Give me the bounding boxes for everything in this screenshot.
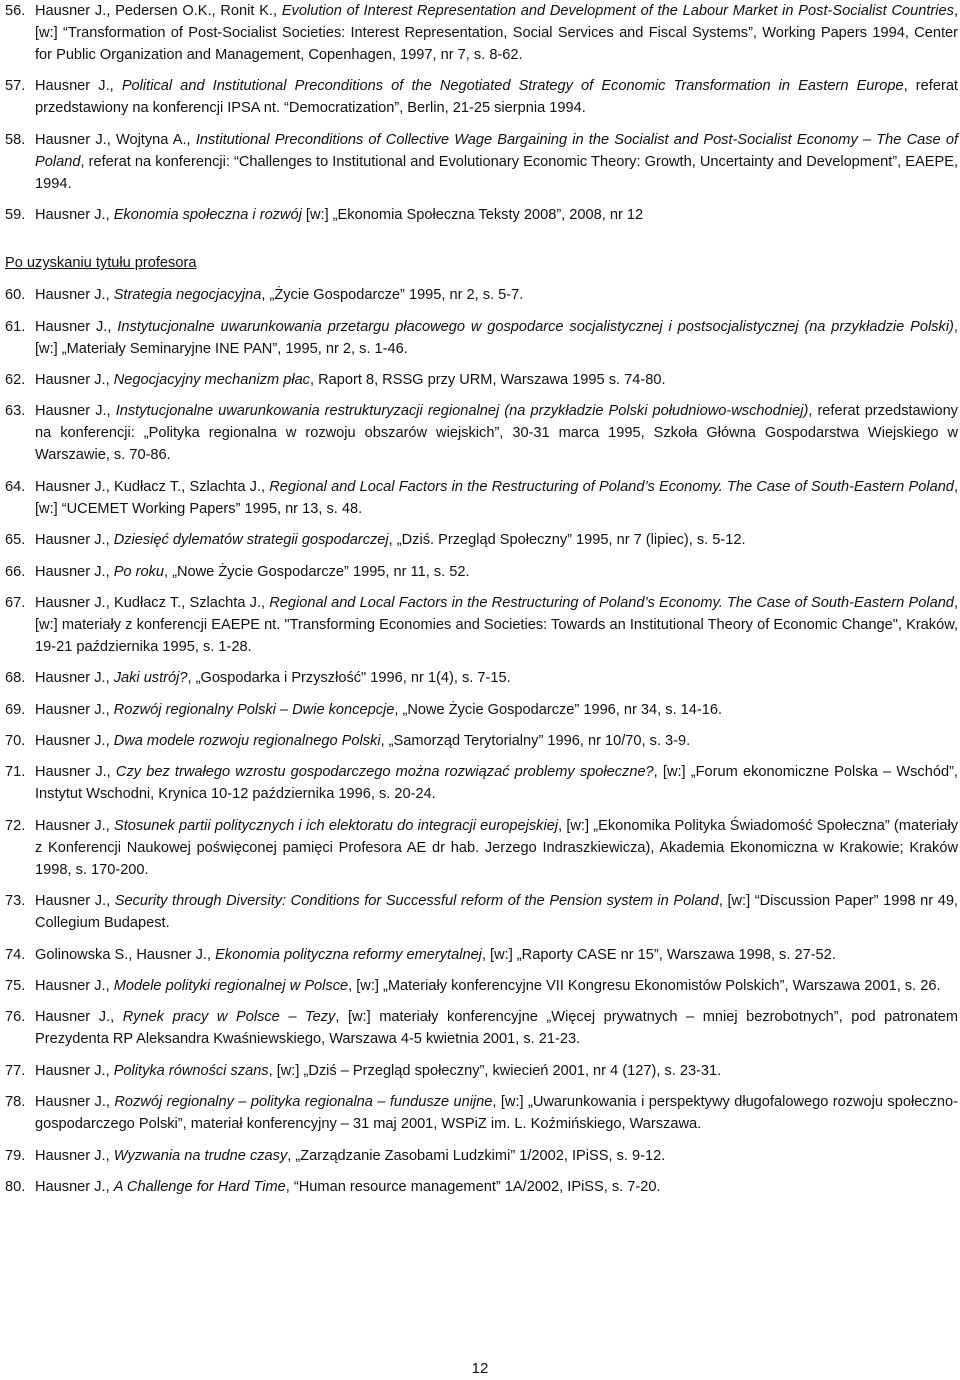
citation-text: , [w:] „Dziś – Przegląd społeczny”, kwiecień 2001, nr 4 (127), s. 23-31.: [268, 1062, 722, 1079]
publication-entry: [5, 592, 958, 658]
entry-number: 60.: [5, 287, 26, 304]
entry-citation: [35, 1060, 958, 1082]
publication-entry: [5, 369, 958, 391]
publication-entry: [5, 75, 958, 119]
citation-text: Hausner J.,: [35, 893, 115, 910]
entry-citation: [35, 815, 958, 881]
entry-number: 78.: [5, 1094, 26, 1111]
citation-text: Hausner J.,: [35, 371, 114, 388]
publication-list: [5, 0, 958, 226]
citation-text: Hausner J.,: [35, 78, 122, 95]
entry-number: 61.: [5, 318, 26, 335]
publication-entry: [5, 1091, 958, 1135]
citation-title: Dwa modele rozwoju regionalnego Polski: [113, 733, 381, 750]
entry-citation: [35, 284, 958, 306]
citation-text: Hausner J., Wojtyna A.,: [35, 131, 196, 148]
publication-entry: [5, 316, 958, 360]
citation-text: , „Gospodarka i Przyszłość" 1996, nr 1(4), s. 7-15.: [187, 670, 511, 687]
entry-citation: [35, 369, 958, 391]
entry-number: 67.: [5, 594, 26, 611]
entry-number: 70.: [5, 733, 26, 750]
entry-number: 57.: [5, 78, 26, 95]
citation-title: Negocjacyjny mechanizm płac: [113, 371, 310, 388]
citation-text: Hausner J.,: [35, 1178, 114, 1195]
citation-text: Hausner J.,: [35, 701, 114, 718]
publication-entry: [5, 730, 958, 752]
citation-text: Golinowska S., Hausner J.,: [35, 946, 216, 963]
publication-entry: [5, 815, 958, 881]
publication-entry: [5, 1060, 958, 1082]
citation-title: Rozwój regionalny Polski – Dwie koncepcje: [113, 701, 395, 718]
entry-number: 76.: [5, 1009, 26, 1026]
citation-text: Hausner J., Kudłacz T., Szlachta J.,: [35, 594, 270, 611]
entry-citation: [35, 529, 958, 551]
publication-entry: [5, 476, 958, 520]
citation-text: , [w:] „Materiały konferencyjne VII Kongresu Ekonomistów Polskich”, Warszawa 2001, s. 26.: [348, 978, 941, 995]
citation-text: Hausner J.,: [35, 1094, 115, 1111]
citation-text: , [w:] “Transformation of Post-Socialist Societies: Interest Representation, Social Services and Fiscal Systems”, Working Papers 1994, Center for Public Organization and Management, Copenhagen, 1997, nr 7, s. 8-62.: [35, 3, 958, 63]
citation-title: Rynek pracy w Polsce – Tezy: [122, 1009, 336, 1026]
citation-text: , [w:] „Materiały Seminaryjne INE PAN”, 1995, nr 2, s. 1-46.: [35, 318, 958, 357]
citation-text: , [w:] “Discussion Paper” 1998 nr 49, Collegium Budapest.: [35, 893, 958, 932]
citation-text: , [w:] „Uwarunkowania i perspektywy długofalowego rozwoju społeczno-gospodarczego Polski”, materiał konferencyjny – 31 maj 2001, WSPiZ im. L. Koźmińskiego, Warszawa.: [35, 1094, 958, 1133]
citation-text: Hausner J.,: [35, 1147, 114, 1164]
publication-entry: [5, 0, 958, 66]
citation-text: , „Zarządzanie Zasobami Ludzkimi” 1/2002, IPiSS, s. 9-12.: [287, 1147, 666, 1164]
citation-text: , „Nowe Życie Gospodarcze” 1996, nr 34, s. 14-16.: [394, 701, 723, 718]
page-number: 12: [471, 1360, 489, 1377]
citation-text: , [w:] materiały z konferencji EAEPE nt. "Transforming Economies and Societies: Towards an Institutional Theory of Economic Change", Kraków, 19-21 października 1995, s. 1-28.: [35, 594, 958, 655]
entry-citation: [35, 204, 958, 226]
entry-citation: [35, 890, 958, 934]
publication-entry: [5, 699, 958, 721]
entry-citation: [35, 1091, 958, 1135]
publication-entry: [5, 400, 958, 466]
entry-citation: [35, 129, 958, 195]
entry-number: 72.: [5, 817, 26, 834]
publication-entry: [5, 204, 958, 226]
citation-text: , [w:] „Forum ekonomiczne Polska – Wschód”, Instytut Wschodni, Krynica 10-12 października 1996, s. 20-24.: [35, 764, 958, 803]
entry-number: 79.: [5, 1147, 26, 1164]
citation-title: Rozwój regionalny – polityka regionalna – fundusze unijne: [114, 1094, 493, 1111]
citation-text: Hausner J.,: [35, 207, 114, 224]
entry-citation: [35, 592, 958, 658]
citation-text: , „Dziś. Przegląd Społeczny” 1995, nr 7 (lipiec), s. 5-12.: [388, 532, 746, 549]
citation-title: Ekonomia polityczna reformy emerytalnej: [215, 946, 482, 963]
entry-number: 66.: [5, 563, 26, 580]
publication-entry: [5, 761, 958, 805]
citation-title: Evolution of Interest Representation and Development of the Labour Market in Post-Socialist Countries: [281, 3, 954, 19]
citation-text: , „Samorząd Terytorialny” 1996, nr 10/70, s. 3-9.: [380, 733, 691, 750]
citation-text: , referat przedstawiony na konferencji: „Polityka regionalna w rozwoju obszarów wiejskich”, 30-31 marca 1995, Szkoła Główna Gospodarstwa Wiejskiego w Warszawie, s. 70-86.: [35, 403, 958, 464]
entry-number: 68.: [5, 670, 26, 687]
citation-title: Po roku: [113, 563, 164, 580]
citation-title: Security through Diversity: Conditions for Successful reform of the Pension system in Poland: [114, 893, 719, 910]
citation-title: Regional and Local Factors in the Restructuring of Poland’s Economy. The Case of South-Eastern Poland: [269, 478, 954, 495]
publication-entry: [5, 975, 958, 997]
citation-text: Hausner J.,: [35, 532, 114, 549]
entry-number: 77.: [5, 1062, 26, 1079]
entry-citation: [35, 975, 958, 997]
bibliography-page: [5, 0, 958, 1207]
publication-entry: [5, 1176, 958, 1198]
publication-entry: [5, 529, 958, 551]
citation-title: Political and Institutional Preconditions of the Negotiated Strategy of Economic Transformation in Eastern Europe: [121, 78, 904, 95]
entry-citation: [35, 699, 958, 721]
citation-title: Wyzwania na trudne czasy: [113, 1147, 288, 1164]
citation-text: , Raport 8, RSSG przy URM, Warszawa 1995 s. 74-80.: [309, 371, 666, 388]
citation-text: Hausner J.,: [35, 287, 114, 304]
citation-title: Ekonomia społeczna i rozwój: [113, 207, 302, 224]
citation-text: Hausner J.,: [35, 563, 114, 580]
entry-number: 80.: [5, 1178, 26, 1195]
entry-number: 64.: [5, 478, 26, 495]
citation-text: Hausner J.,: [35, 817, 114, 834]
citation-text: Hausner J., Pedersen O.K., Ronit K.,: [35, 3, 282, 19]
entry-number: 62.: [5, 371, 26, 388]
citation-title: Modele polityki regionalnej w Polsce: [113, 978, 349, 995]
citation-text: , “Human resource management” 1A/2002, IPiSS, s. 7-20.: [285, 1178, 661, 1195]
citation-text: , [w:] “UCEMET Working Papers” 1995, nr 13, s. 48.: [35, 478, 958, 517]
publication-entry: [5, 561, 958, 583]
citation-title: Instytucjonalne uwarunkowania przetargu płacowego w gospodarce socjalistycznej i postsocjalistycznej (na przykładzie Polski): [117, 318, 954, 335]
citation-title: Regional and Local Factors in the Restructuring of Poland’s Economy. The Case of South-Eastern Poland: [269, 594, 954, 611]
citation-title: A Challenge for Hard Time: [113, 1178, 286, 1195]
citation-title: Strategia negocjacyjna: [113, 287, 262, 304]
publication-list: [5, 284, 958, 1198]
citation-title: Jaki ustrój?: [113, 670, 188, 687]
citation-text: , „Życie Gospodarcze” 1995, nr 2, s. 5-7.: [261, 287, 524, 304]
entry-citation: [35, 1145, 958, 1167]
entry-citation: [35, 1006, 958, 1050]
entry-number: 58.: [5, 131, 26, 148]
citation-text: Hausner J.,: [35, 1009, 123, 1026]
citation-title: Institutional Preconditions of Collective Wage Bargaining in the Socialist and Post-Socialist Economy – The Case of Poland: [35, 131, 959, 170]
publication-entry: [5, 284, 958, 306]
entry-citation: [35, 667, 958, 689]
citation-text: Hausner J.,: [35, 670, 114, 687]
entry-citation: [35, 561, 958, 583]
publication-entry: [5, 129, 958, 195]
citation-text: Hausner J.,: [35, 318, 118, 335]
entry-number: 75.: [5, 978, 26, 995]
citation-title: Instytucjonalne uwarunkowania restrukturyzacji regionalnej (na przykładzie Polski południowo-wschodniej): [115, 403, 809, 420]
citation-title: Stosunek partii politycznych i ich elektoratu do integracji europejskiej: [113, 817, 559, 834]
entry-number: 69.: [5, 701, 26, 718]
citation-text: Hausner J., Kudłacz T., Szlachta J.,: [35, 478, 270, 495]
section-heading: Po uzyskaniu tytułu profesora: [5, 255, 197, 272]
citation-text: Hausner J.,: [35, 978, 114, 995]
entry-number: 59.: [5, 207, 26, 224]
entry-citation: [35, 944, 958, 966]
entry-citation: [35, 1176, 958, 1198]
entry-citation: [35, 75, 958, 119]
citation-text: , referat przedstawiony na konferencji IPSA nt. “Democratization”, Berlin, 21-25 sierpnia 1994.: [35, 78, 958, 117]
citation-text: , referat na konferencji: “Challenges to Institutional and Evolutionary Economic Theory: Growth, Uncertainty and Development”, EAEPE, 1994.: [35, 153, 958, 192]
citation-text: Hausner J.,: [35, 764, 116, 781]
entry-citation: [35, 0, 958, 66]
entry-number: 74.: [5, 946, 26, 963]
citation-text: Hausner J.,: [35, 1062, 114, 1079]
citation-title: Dziesięć dylematów strategii gospodarczej: [113, 532, 389, 549]
entry-citation: [35, 476, 958, 520]
entry-number: 65.: [5, 532, 26, 549]
publication-entry: [5, 1006, 958, 1050]
publication-entry: [5, 890, 958, 934]
citation-text: , [w:] „Raporty CASE nr 15”, Warszawa 1998, s. 27-52.: [481, 946, 836, 963]
entry-citation: [35, 316, 958, 360]
entry-number: 73.: [5, 893, 26, 910]
citation-text: , [w:] materiały konferencyjne „Więcej prywatnych – mniej bezrobotnych”, pod patronatem Prezydenta RP Aleksandra Kwaśniewskiego, Warszawa 4-5 kwietnia 2001, s. 21-23.: [35, 1009, 958, 1048]
entry-citation: [35, 761, 958, 805]
publication-entry: [5, 667, 958, 689]
entry-citation: [35, 400, 958, 466]
citation-text: Hausner J.,: [35, 733, 114, 750]
citation-title: Czy bez trwałego wzrostu gospodarczego można rozwiązać problemy społeczne?: [115, 764, 654, 781]
entry-number: 71.: [5, 764, 26, 781]
citation-text: Hausner J.,: [35, 403, 116, 420]
citation-text: [w:] „Ekonomia Społeczna Teksty 2008”, 2008, nr 12: [301, 207, 644, 224]
entry-number: 56.: [5, 3, 26, 19]
publication-entry: [5, 1145, 958, 1167]
citation-text: , [w:] „Ekonomika Polityka Świadomość Społeczna” (materiały z Konferencji Naukowej poświęconej pamięci Profesora AE dr hab. Jerzego Indraszkiewicza), Akademia Ekonomiczna w Krakowie; Kraków 1998, s. 170-200.: [35, 817, 958, 878]
citation-text: , „Nowe Życie Gospodarcze” 1995, nr 11, s. 52.: [163, 563, 470, 580]
citation-title: Polityka równości szans: [113, 1062, 269, 1079]
publication-entry: [5, 944, 958, 966]
entry-citation: [35, 730, 958, 752]
entry-number: 63.: [5, 403, 26, 420]
